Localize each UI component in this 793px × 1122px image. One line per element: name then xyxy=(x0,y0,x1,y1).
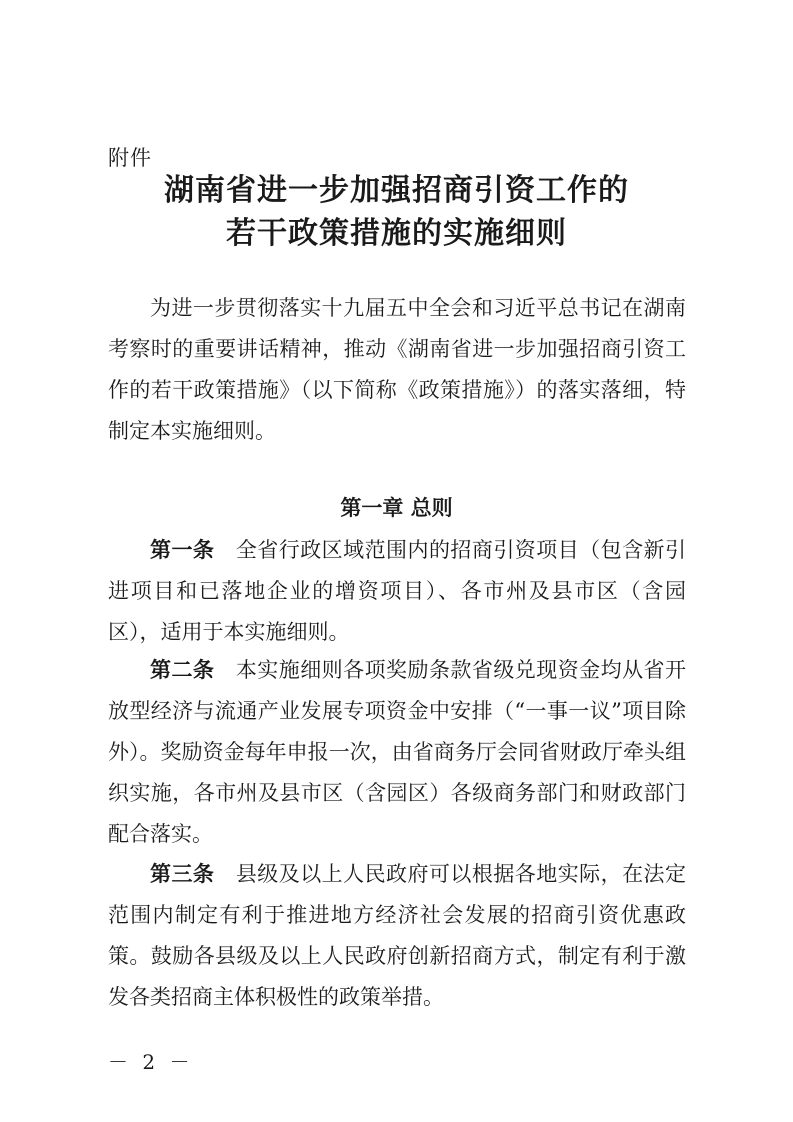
page-number: － 2 － xyxy=(108,1050,194,1074)
article-2-text: 本实施细则各项奖励条款省级兑现资金均从省开放型经济与流通产业发展专项资金中安排（“一事一议”项目除外）。奖励资金每年申报一次，由省商务厅会同省财政厅牵头组织实施，各市州及县市区（含园区）各级商务部门和财政部门配合落实。 xyxy=(108,658,687,846)
document-title-line-2: 若干政策措施的实施细则 xyxy=(226,216,567,251)
document-title-line-1: 湖南省进一步加强招商引资工作的 xyxy=(164,173,629,208)
article-3-label: 第三条 xyxy=(150,862,215,886)
article-2-label: 第二条 xyxy=(150,658,215,682)
article-1-text: 全省行政区域范围内的招商引资项目（包含新引进项目和已落地企业的增资项目）、各市州及县市区（含园区），适用于本实施细则。 xyxy=(108,538,687,644)
article-3-text: 县级及以上人民政府可以根据各地实际，在法定范围内制定有利于推进地方经济社会发展的招商引资优惠政策。鼓励各县级及以上人民政府创新招商方式，制定有利于激发各类招商主体积极性的政策举措。 xyxy=(108,862,687,1009)
article-2 xyxy=(108,650,686,855)
intro-paragraph: 为进一步贯彻落实十九届五中全会和习近平总书记在湖南考察时的重要讲话精神，推动《湖南省进一步加强招商引资工作的若干政策措施》（以下简称《政策措施》）的落实落细，特制定本实施细则。 xyxy=(108,296,686,443)
chapter-heading: 第一章 总则 xyxy=(340,496,453,520)
attachment-label: 附件 xyxy=(108,146,152,170)
article-1 xyxy=(108,530,686,653)
article-3 xyxy=(108,854,686,1018)
article-1-label: 第一条 xyxy=(150,538,215,562)
